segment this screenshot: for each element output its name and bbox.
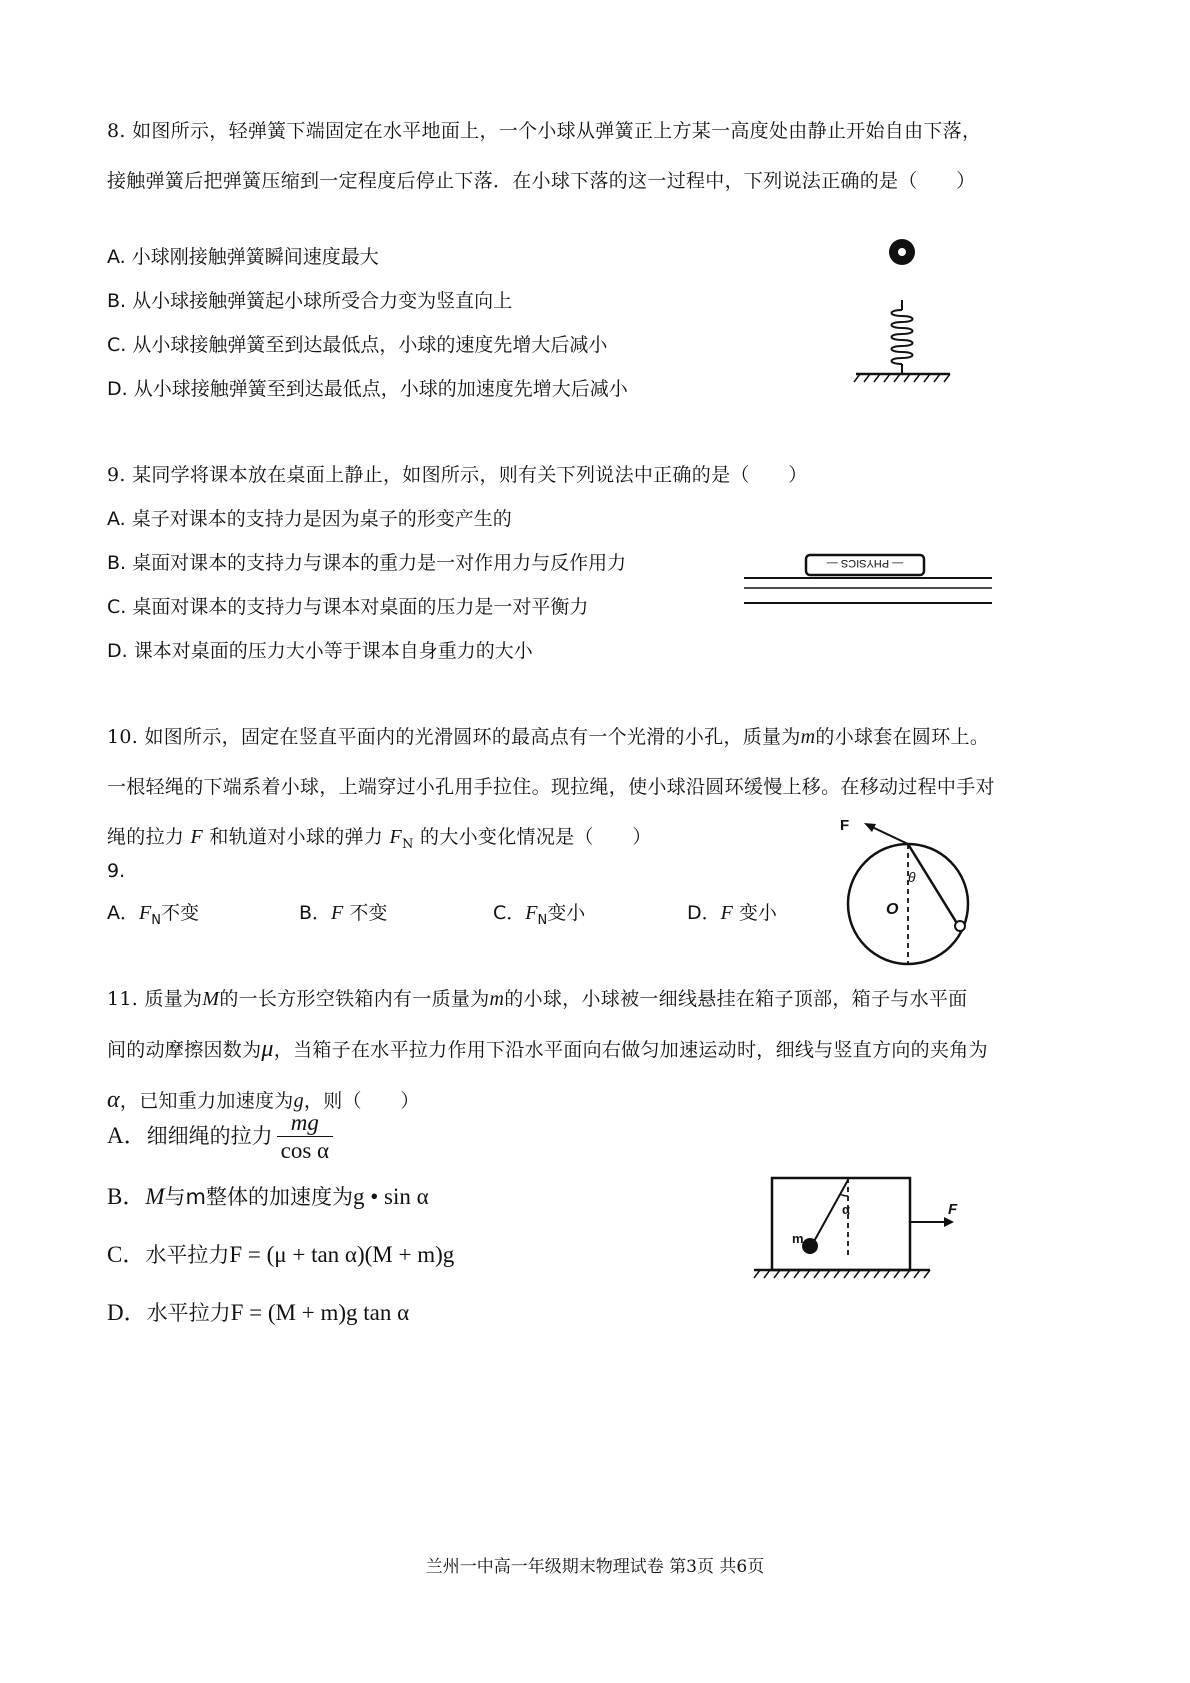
fig-label-O: O — [886, 901, 899, 918]
q10-stem-line2: 一根轻绳的下端系着小球，上端穿过小孔用手拉住。现拉绳，使小球沿圆环缓慢上移。在移动过程中手对 — [107, 776, 995, 798]
q9-option-d: D. 课本对桌面的压力大小等于课本自身重力的大小 — [107, 640, 533, 662]
q8-options — [107, 244, 628, 420]
arrow-head-icon — [944, 1217, 954, 1227]
q11-option-c: C．水平拉力F = (μ + tan α)(M + m)g — [107, 1242, 455, 1267]
page-footer: 兰州一中高一年级期末物理试卷 第3页 共6页 — [425, 1557, 765, 1577]
q8-option-b: B. 从小球接触弹簧起小球所受合力变为竖直向上 — [107, 290, 513, 312]
q9-stem: 9. 某同学将课本放在桌面上静止，如图所示，则有关下列说法中正确的是（ ） — [107, 464, 808, 486]
q11-box-figure — [750, 1170, 980, 1285]
arrow-head-icon — [864, 823, 876, 832]
pull-force-line — [870, 826, 908, 844]
q10-ring-figure — [830, 810, 980, 970]
q10-stem-line1: 10. 如图所示，固定在竖直平面内的光滑圆环的最高点有一个光滑的小孔，质量为m的小球套在圆环上。 — [107, 726, 990, 748]
q9-options — [107, 506, 626, 682]
q10-option-b: B．F 不变 — [299, 902, 388, 924]
fraction: $\frac{mg}{\text{cos α}}$ — [277, 1110, 333, 1165]
q8-option-d: D. 从小球接触弹簧至到达最低点，小球的加速度先增大后减小 — [107, 378, 628, 400]
fig-label-F: F — [840, 817, 850, 834]
fig-label-alpha: α — [842, 1202, 850, 1217]
book-label: — PHYSICS — — [826, 557, 904, 569]
q8-stem-line1: 8. 如图所示，轻弹簧下端固定在水平地面上，一个小球从弹簧正上方某一高度处由静止开始自由下落， — [107, 120, 982, 142]
q11-stem — [107, 974, 1107, 1126]
q8-spring-figure — [850, 230, 960, 390]
q9-option-b: B. 桌面对课本的支持力与课本的重力是一对作用力与反作用力 — [107, 552, 627, 574]
q11-stem-line1: 11. 质量为M的一长方形空铁箱内有一质量为m的小球，小球被一细线悬挂在箱子顶部，箱子与水平面 — [107, 988, 968, 1010]
q10-stray-number: 9. — [107, 860, 126, 882]
q10-option-a: A．$F_N$不变 — [107, 902, 199, 928]
spring-icon — [892, 310, 913, 364]
q11-stem-line3: α，已知重力加速度为g，则（ ） — [107, 1087, 420, 1113]
q9-option-c: C. 桌面对课本的支持力与课本对桌面的压力是一对平衡力 — [107, 596, 589, 618]
q11-stem-line2: 间的动摩擦因数为μ，当箱子在水平拉力作用下沿水平面向右做匀加速运动时，细线与竖直方向的夹角为 — [107, 1036, 988, 1062]
hanging-ball-icon — [802, 1238, 818, 1254]
q11-option-b: B．M与m整体的加速度为g • sin α — [107, 1184, 429, 1209]
q9-option-a: A. 桌子对课本的支持力是因为桌子的形变产生的 — [107, 508, 512, 530]
angle-arc — [840, 1194, 848, 1196]
q9-book-figure — [740, 545, 1000, 615]
small-ball-icon — [955, 921, 965, 931]
q11-option-d: D．水平拉力F = (M + m)g tan α — [107, 1300, 410, 1325]
q10-option-c: C．$F_N$变小 — [493, 902, 586, 928]
q11-option-a: A．细细绳的拉力 $\frac{mg}{\text{cos α}}$ — [107, 1110, 333, 1165]
q8-option-a: A. 小球刚接触弹簧瞬间速度最大 — [107, 246, 379, 268]
q10-option-d: D．F 变小 — [687, 902, 777, 924]
q8-stem — [107, 106, 1107, 206]
q8-stem-line2: 接触弹簧后把弹簧压缩到一定程度后停止下落．在小球下落的这一过程中，下列说法正确的是（ ） — [107, 170, 976, 192]
q8-option-c: C. 从小球接触弹簧至到达最低点，小球的速度先增大后减小 — [107, 334, 608, 356]
fig-label-F: F — [948, 1201, 958, 1218]
fig-label-m: m — [792, 1231, 804, 1246]
fig-label-theta: θ — [908, 869, 916, 885]
q10-stem-line3: 绳的拉力 F 和轨道对小球的弹力 $F_N$ 的大小变化情况是（ ） — [107, 826, 652, 852]
